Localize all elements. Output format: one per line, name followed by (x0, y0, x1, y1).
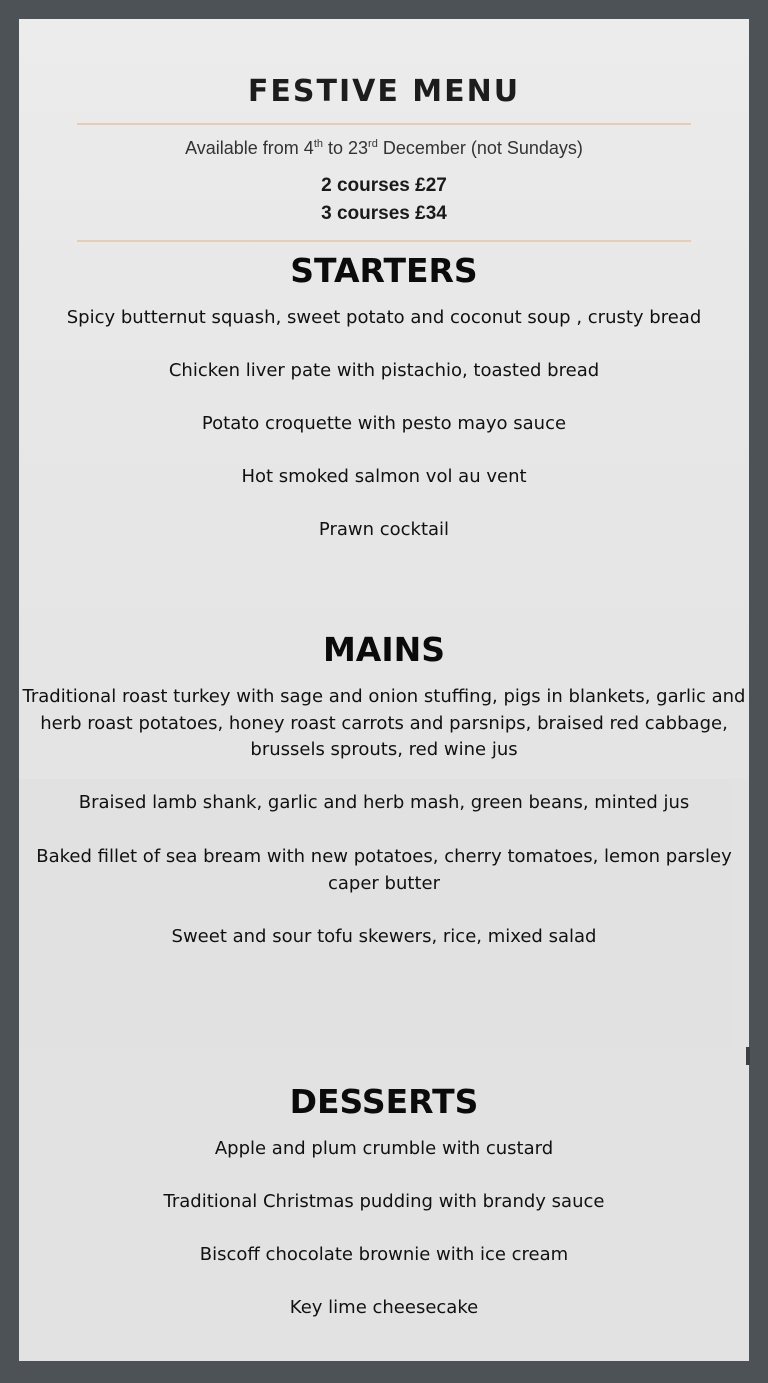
starter-item: Prawn cocktail (318, 519, 450, 540)
desserts-heading: DESSERTS (289, 1082, 479, 1121)
page-edge-mark (746, 1047, 750, 1065)
availability-prefix: Available from 4 (185, 138, 314, 158)
price-three-courses: 3 courses £34 (321, 203, 447, 224)
price-two-courses: 2 courses £27 (321, 175, 447, 196)
availability-ordinal-start: th (313, 138, 323, 150)
starter-item: Potato croquette with pesto mayo sauce (201, 413, 567, 434)
availability-middle: to 23 (323, 138, 369, 158)
dessert-item: Traditional Christmas pudding with brandy sauce (163, 1191, 605, 1212)
availability-suffix: December (not Sundays) (377, 138, 583, 158)
main-item: Braised lamb shank, garlic and herb mash, green beans, minted jus (78, 792, 690, 813)
header-divider-bottom (77, 240, 691, 242)
main-item: Baked fillet of sea bream with new potatoes, cherry tomatoes, lemon parsley caper butter (36, 846, 732, 894)
starter-item: Hot smoked salmon vol au vent (241, 466, 527, 487)
paper-texture-middle (19, 779, 731, 1049)
dessert-item: Key lime cheesecake (289, 1297, 479, 1318)
starters-heading: STARTERS (290, 251, 478, 290)
starter-item: Chicken liver pate with pistachio, toasted bread (168, 360, 600, 381)
main-item: Sweet and sour tofu skewers, rice, mixed salad (171, 926, 597, 947)
availability-ordinal-end: rd (368, 138, 378, 150)
menu-title: FESTIVE MENU (247, 74, 521, 109)
header-divider-top (77, 123, 691, 125)
starter-item: Spicy butternut squash, sweet potato and coconut soup , crusty bread (66, 307, 702, 328)
mains-heading: MAINS (322, 630, 446, 669)
main-item: Traditional roast turkey with sage and onion stuffing, pigs in blankets, garlic and herb roast potatoes, honey roast carrots and parsnips, braised red cabbage, brussels sprouts, red wine jus (22, 686, 746, 760)
dessert-item: Apple and plum crumble with custard (214, 1138, 554, 1159)
dessert-item: Biscoff chocolate brownie with ice cream (199, 1244, 569, 1265)
availability-text (0, 138, 768, 159)
